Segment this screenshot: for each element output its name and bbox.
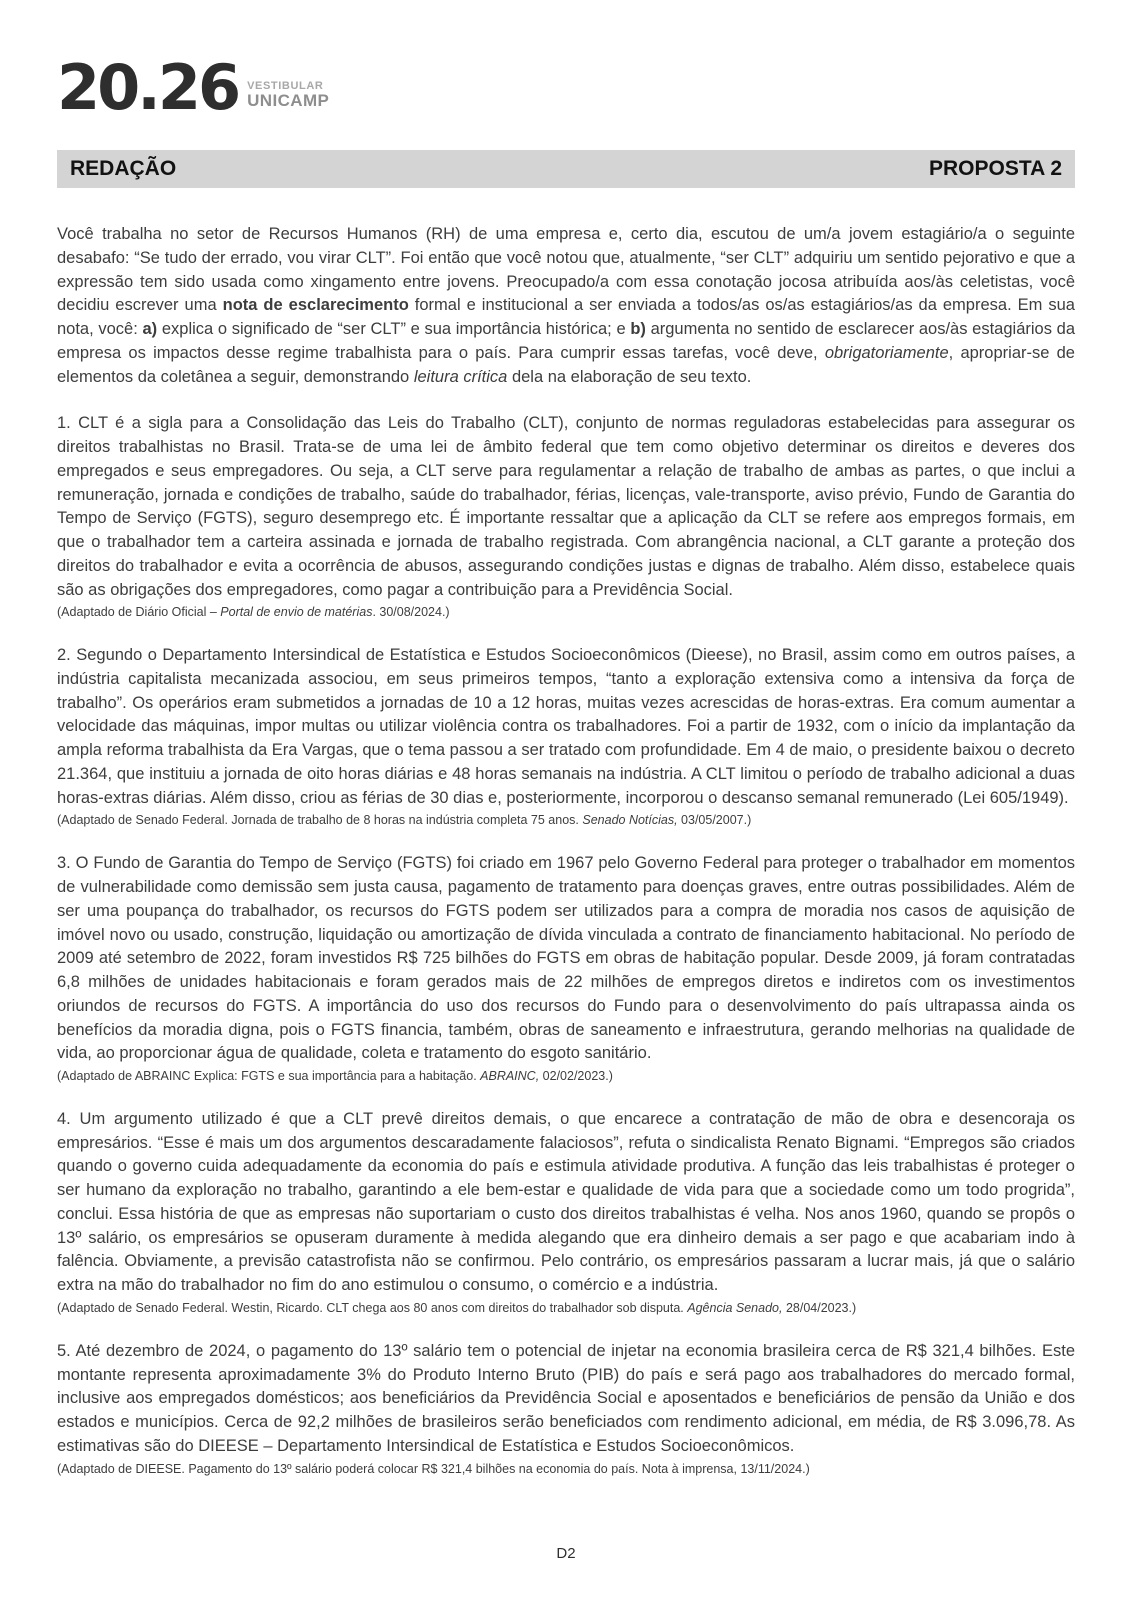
excerpt-4 xyxy=(57,1108,1075,1317)
excerpt-5 xyxy=(57,1340,1075,1478)
excerpt-1 xyxy=(57,412,1075,621)
excerpt-4-text: 4. Um argumento utilizado é que a CLT prevê direitos demais, o que encarece a contratação de mão de obra e desencoraja os empresários. “Esse é mais um dos argumentos descaradamente falaciosos”, refuta o sindicalista Renato Bignami. “Empregos são criados quando o governo cuida adequadamente da economia do país e estimula atividade produtiva. A função das leis trabalhistas é proteger o ser humano da exploração no trabalho, garantindo a ele bem-estar e qualidade de vida para que a sociedade como um todo progrida”, conclui. Essa história de que as empresas não suportariam o custo dos direitos trabalhistas é velha. Nos anos 1960, quando se propôs o 13º salário, os empresários se opuseram duramente à medida alegando que era dinheiro demais a ser pago e que acabariam indo à falência. Obviamente, a previsão catastrofista não se confirmou. Pelo contrário, os empresários passaram a lucrar mais, já que o salário extra na mão do trabalhador no fim do ano estimulou o consumo, o comércio e a indústria. xyxy=(57,1109,1075,1295)
excerpt-2 xyxy=(57,644,1075,829)
page-number-label: D2 xyxy=(556,1545,576,1562)
proposal-number-label: PROPOSTA 2 xyxy=(928,157,1062,180)
logo-unicamp-label: UNICAMP xyxy=(247,91,330,111)
excerpt-2-citation: (Adaptado de Senado Federal. Jornada de trabalho de 8 horas na indústria completa 75 anos. Senado Notícias, 03/05/2007.) xyxy=(57,813,752,828)
excerpt-4-citation: (Adaptado de Senado Federal. Westin, Ricardo. CLT chega aos 80 anos com direitos do trabalhador sob disputa. Agência Senado, 28/04/2023.) xyxy=(57,1300,857,1315)
section-header-bar xyxy=(57,150,1075,188)
intro-instructions-paragraph: Você trabalha no setor de Recursos Humanos (RH) de uma empresa e, certo dia, escutou de um/a jovem estagiário/a o seguinte desabafo: “Se tudo der errado, vou virar CLT”. Foi então que você notou que, atualmente, “ser CLT” adquiriu um sentido pejorativo e que a expressão tem sido usada como xingamento entre jovens. Preocupado/a com essa conotação jocosa atribuída aos/às celetistas, você decidiu escrever uma nota de esclarecimento formal e institucional a ser enviada a todos/as os/as estagiários/as da empresa. Em sua nota, você: a) explica o significado de “ser CLT” e sua importância histórica; e b) argumenta no sentido de esclarecer aos/às estagiários da empresa os impactos desse regime trabalhista para o país. Para cumprir essas tarefas, você deve, obrigatoriamente, apropriar-se de elementos da coletânea a seguir, demonstrando leitura crítica dela na elaboração de seu texto. xyxy=(57,225,1075,386)
excerpt-5-citation: (Adaptado de DIEESE. Pagamento do 13º salário poderá colocar R$ 321,4 bilhões na economia do país. Nota à imprensa, 13/11/2024.) xyxy=(57,1461,810,1476)
unicamp-vestibular-logo xyxy=(57,51,1075,125)
excerpt-3-citation: (Adaptado de ABRAINC Explica: FGTS e sua importância para a habitação. ABRAINC, 02/02/2023.) xyxy=(57,1069,613,1083)
logo-wordmark xyxy=(247,80,329,116)
excerpt-5-text: 5. Até dezembro de 2024, o pagamento do 13º salário tem o potencial de injetar na economia brasileira cerca de R$ 321,4 bilhões. Este montante representa aproximadamente 3% do Produto Interno Bruto (PIB) do país e será pago aos trabalhadores do mercado formal, inclusive aos empregados domésticos; aos beneficiários da Previdência Social e aposentados e beneficiários de pensão da União e dos estados e municípios. Cerca de 92,2 milhões de brasileiros serão beneficiados com rendimento adicional, em média, de R$ 3.096,78. As estimativas são do DIEESE – Departamento Intersindical de Estatística e Estudos Socioeconômicos. xyxy=(57,1341,1075,1455)
section-title-redacao: REDAÇÃO xyxy=(70,157,177,180)
excerpt-3 xyxy=(57,852,1075,1085)
excerpt-3-text: 3. O Fundo de Garantia do Tempo de Serviço (FGTS) foi criado em 1967 pelo Governo Federal para proteger o trabalhador em momentos de vulnerabilidade como demissão sem justa causa, pagamento de tratamento para doenças graves, entre outras possibilidades. Além de ser uma poupança do trabalhador, os recursos do FGTS podem ser utilizados para a compra de moradia nos casos de aquisição de imóvel novo ou usado, construção, liquidação ou amortização de dívida vinculada a contrato de financiamento habitacional. No período de 2009 até setembro de 2022, foram investidos R$ 725 bilhões do FGTS em obras de habitação popular. Desde 2009, já foram contratadas 6,8 milhões de unidades habitacionais e foram gerados mais de 22 milhões de empregos diretos e indiretos com os investimentos oriundos de recursos do FGTS. A importância do uso dos recursos do Fundo para o desenvolvimento do país ultrapassa ainda os benefícios da moradia digna, pois o FGTS financia, também, obras de saneamento e infraestrutura, gerando melhorias na qualidade de vida, ao proporcionar água de qualidade, coleta e tratamento do esgoto sanitário. xyxy=(57,854,1075,1063)
excerpt-2-text: 2. Segundo o Departamento Intersindical de Estatística e Estudos Socioeconômicos (Dieese), no Brasil, assim como em outros países, a indústria capitalista mecanizada associou, em seus primeiros tempos, “tanto a exploração extensiva como a intensiva da força de trabalho”. Os operários eram submetidos a jornadas de 10 a 12 horas, muitas vezes acrescidas de horas-extras. Era comum aumentar a velocidade das máquinas, impor multas ou utilizar violência contra os trabalhadores. Foi a partir de 1932, com o início da implantação da ampla reforma trabalhista da Era Vargas, que o tema passou a ser tratado com profundidade. Em 4 de maio, o presidente baixou o decreto 21.364, que instituiu a jornada de oito horas diárias e 48 horas semanais na indústria. A CLT limitou o período de trabalho adicional a duas horas-extras diárias. Além disso, criou as férias de 30 dias e, posteriormente, incorporou o descanso semanal remunerado (Lei 605/1949). xyxy=(57,646,1075,807)
excerpt-1-citation: (Adaptado de Diário Oficial – Portal de envio de matérias. 30/08/2024.) xyxy=(57,605,450,620)
logo-year-numerals: 20.26 xyxy=(57,51,239,125)
logo-vestibular-label: VESTIBULAR xyxy=(247,80,324,93)
excerpt-1-text: 1. CLT é a sigla para a Consolidação das Leis do Trabalho (CLT), conjunto de normas reguladoras estabelecidas para assegurar os direitos trabalhistas no Brasil. Trata-se de uma lei de âmbito federal que tem como objetivo determinar os direitos e deveres dos empregados e seus empregadores. Ou seja, a CLT serve para regulamentar a relação de trabalho de ambas as partes, o que inclui a remuneração, jornada e condições de trabalho, saúde do trabalhador, férias, licenças, vale-transporte, aviso prévio, Fundo de Garantia do Tempo de Serviço (FGTS), seguro desemprego etc. É importante ressaltar que a aplicação da CLT se refere aos empregos formais, em que o trabalhador tem a carteira assinada e jornada de trabalho registrada. Com abrangência nacional, a CLT garante a proteção dos direitos do trabalhador e evita a ocorrência de abusos, assegurando condições justas e dignas de trabalho. Além disso, estabelece quais são as obrigações dos empregadores, como pagar a contribuição para a Previdência Social. xyxy=(57,414,1075,599)
